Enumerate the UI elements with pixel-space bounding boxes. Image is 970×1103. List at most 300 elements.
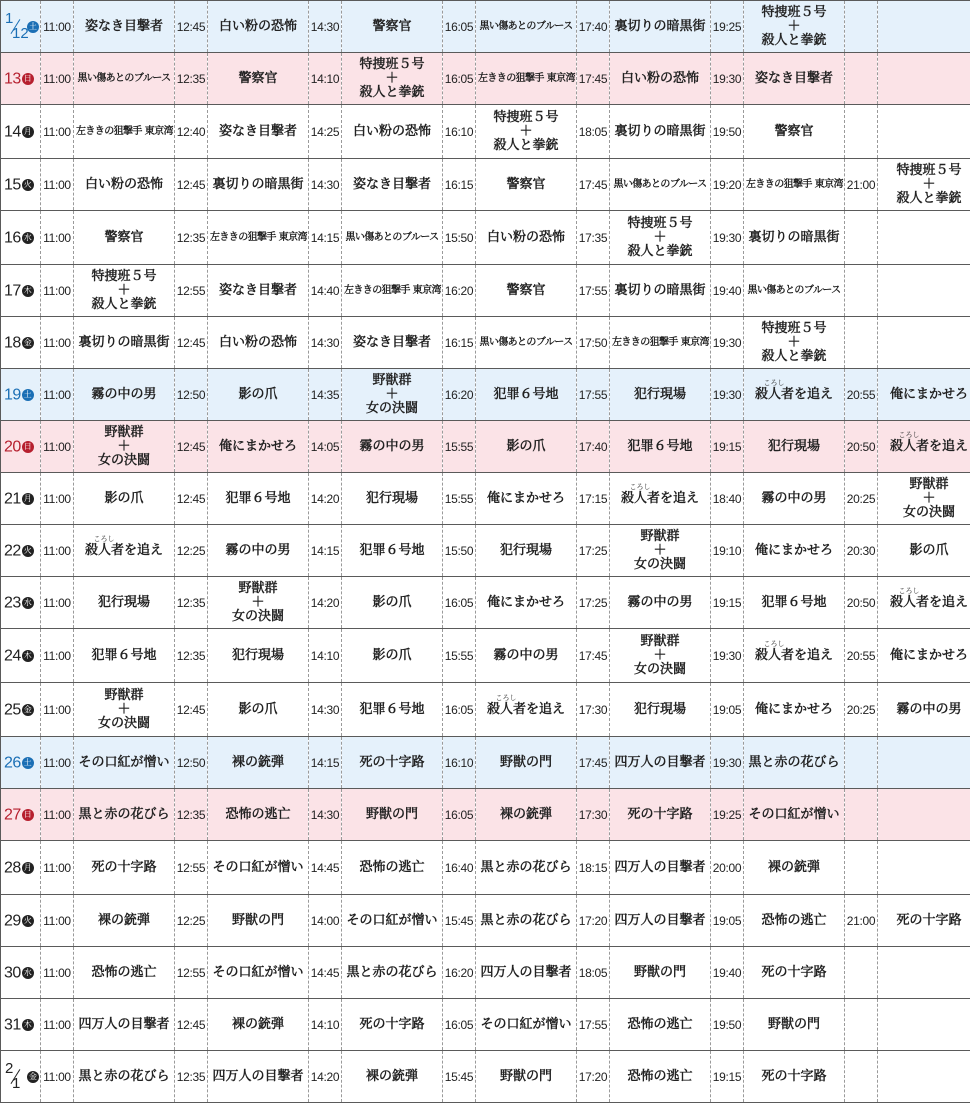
showtime: 11:00 [41,317,74,369]
showtime: 19:25 [711,1,744,53]
film-title: 四万人の目撃者 [610,895,711,947]
schedule-row [1,265,970,317]
showtime: 11:00 [41,159,74,211]
film-title: 犯行現場 [74,577,175,629]
date-day: 16 [4,229,21,247]
showtime: 14:20 [309,1051,342,1103]
film-title-line: ＋ [117,282,131,298]
film-title: 犯罪６号地 [342,525,443,577]
showtime: 14:45 [309,841,342,895]
film-title-line: ＋ [519,123,533,139]
ruby-reading: ころし [93,534,115,543]
weekday-badge: 金 [23,338,32,348]
film-title-text: 殺人者を追え [889,438,968,454]
film-title: 四万人の目撃者 [208,1051,309,1103]
weekday-badge: 土 [23,390,32,400]
film-title: 影の爪 [208,683,309,737]
showtime: 21:00 [845,895,878,947]
film-title-line: 女の決闘 [633,661,686,677]
showtime: 11:00 [41,841,74,895]
date-cell [1,629,41,683]
schedule-row [1,999,970,1051]
film-title [744,629,845,683]
date-cell [1,1,41,53]
film-title: 霧の中の男 [342,421,443,473]
showtime: 14:10 [309,53,342,105]
showtime: 15:55 [443,421,476,473]
film-title [74,265,175,317]
weekday-badge: 月 [23,127,32,137]
film-title: 犯罪６号地 [342,683,443,737]
showtime: 16:20 [443,265,476,317]
showtime: 19:40 [711,947,744,999]
film-title-with-ruby [889,430,968,454]
showtime: 20:25 [845,473,878,525]
film-title: 俺にまかせろ [878,629,970,683]
ruby-reading: ころし [763,378,785,387]
weekday-badge: 土 [29,21,37,31]
film-title-line: 特捜班５号 [493,109,559,125]
date-day: 30 [4,964,21,982]
film-title: 恐怖の逃亡 [74,947,175,999]
showtime: 14:15 [309,211,342,265]
schedule-row [1,105,970,159]
film-title-line: 野獣群 [640,528,680,544]
showtime [845,265,878,317]
showtime: 16:40 [443,841,476,895]
film-title [74,525,175,577]
film-title: 俺にまかせろ [208,421,309,473]
weekday-badge: 金 [23,705,32,715]
film-title: 霧の中の男 [610,577,711,629]
showtime: 12:55 [175,841,208,895]
film-title: 黒い傷あとのブルース [74,53,175,105]
film-title: 裏切りの暗黒街 [744,211,845,265]
film-title-line: 殺人と拳銃 [896,190,962,206]
film-title: その口紅が憎い [74,737,175,789]
showtime: 15:50 [443,525,476,577]
showtime: 18:40 [711,473,744,525]
film-title: 影の爪 [342,577,443,629]
film-title [610,473,711,525]
showtime: 16:15 [443,317,476,369]
film-title [610,211,711,265]
film-title-with-ruby [486,693,565,717]
film-title-line: 特捜班５号 [91,268,157,284]
film-title: 恐怖の逃亡 [610,1051,711,1103]
film-title: 影の爪 [476,421,577,473]
film-title: 左ききの狙撃手 東京湾 [744,159,845,211]
showtime: 17:20 [577,1051,610,1103]
weekday-badge: 月 [23,494,32,504]
showtime: 17:40 [577,1,610,53]
showtime [845,317,878,369]
film-title-line: ＋ [117,701,131,717]
film-title: 野獣の門 [610,947,711,999]
showtime: 16:10 [443,737,476,789]
showtime: 17:20 [577,895,610,947]
date-day: 27 [4,806,21,824]
film-title-line: ＋ [922,176,936,192]
showtime: 17:50 [577,317,610,369]
film-title: 恐怖の逃亡 [610,999,711,1051]
schedule-row [1,895,970,947]
date-day: 24 [4,647,21,665]
film-title [74,421,175,473]
weekday-badge: 木 [23,286,32,296]
showtime: 12:25 [175,895,208,947]
film-title: 姿なき目撃者 [74,1,175,53]
showtime: 19:25 [711,789,744,841]
date-cell [1,841,41,895]
date-cell [1,421,41,473]
showtime: 17:55 [577,265,610,317]
date-cell [1,473,41,525]
weekday-badge: 水 [23,598,32,608]
date-cell [1,317,41,369]
film-title: 死の十字路 [878,895,970,947]
showtime: 11:00 [41,947,74,999]
film-title-line: 殺人と拳銃 [359,84,425,100]
film-title-with-ruby [889,586,968,610]
date-month-day [4,9,29,44]
schedule-row [1,159,970,211]
film-title [610,629,711,683]
weekday-badge: 水 [23,968,32,978]
film-title-line: 女の決闘 [97,452,150,468]
film-title [208,577,309,629]
showtime: 12:55 [175,947,208,999]
showtime: 17:30 [577,683,610,737]
film-title: 野獣の門 [476,1051,577,1103]
showtime: 11:00 [41,369,74,421]
schedule-row [1,53,970,105]
film-title: 姿なき目撃者 [208,105,309,159]
film-title: 黒と赤の花びら [476,895,577,947]
film-title [878,1051,970,1103]
weekday-badge: 火 [23,180,32,190]
date-day: 22 [4,542,21,560]
ruby-reading: ころし [629,482,651,491]
ruby-reading: ころし [495,693,517,702]
showtime: 14:40 [309,265,342,317]
film-title: 白い粉の恐怖 [208,1,309,53]
showtime: 17:15 [577,473,610,525]
film-title [878,317,970,369]
weekday-badge: 水 [23,233,32,243]
film-title: 俺にまかせろ [476,577,577,629]
film-title: 裏切りの暗黒街 [208,159,309,211]
film-title-line: 女の決闘 [365,400,418,416]
film-title-line: 野獣群 [104,687,144,703]
film-title: 白い粉の恐怖 [476,211,577,265]
film-title: 警察官 [342,1,443,53]
date-day: 13 [4,70,21,88]
showtime: 16:05 [443,577,476,629]
showtime: 17:55 [577,999,610,1051]
film-title [878,577,970,629]
showtime: 16:10 [443,105,476,159]
film-title: 俺にまかせろ [878,369,970,421]
showtime: 14:00 [309,895,342,947]
showtime: 11:00 [41,53,74,105]
showtime: 16:05 [443,999,476,1051]
film-title: その口紅が憎い [342,895,443,947]
film-title: 犯罪６号地 [610,421,711,473]
showtime [845,947,878,999]
showtime [845,999,878,1051]
date-cell [1,895,41,947]
schedule-row [1,1051,970,1103]
film-title: 死の十字路 [74,841,175,895]
film-title: 犯行現場 [610,683,711,737]
ruby-reading: ころし [898,430,920,439]
film-title [878,947,970,999]
date-cell [1,683,41,737]
film-title: 黒い傷あとのブルース [476,317,577,369]
showtime: 17:45 [577,629,610,683]
film-title-line: 殺人と拳銃 [91,296,157,312]
showtime: 11:00 [41,525,74,577]
film-title: 姿なき目撃者 [208,265,309,317]
film-title-line: ＋ [251,594,265,610]
schedule-row [1,525,970,577]
date-month: 1 [5,9,14,27]
schedule-row [1,473,970,525]
film-title-line: 殺人と拳銃 [627,243,693,259]
film-title: 裸の銃弾 [476,789,577,841]
date-day: 25 [4,701,21,719]
showtime: 16:15 [443,159,476,211]
film-title: 姿なき目撃者 [342,159,443,211]
weekday-badge: 木 [23,1020,32,1030]
film-title-text: 殺人者を追え [486,701,565,717]
film-title-with-ruby [84,534,163,558]
film-title: 死の十字路 [744,1051,845,1103]
showtime: 14:05 [309,421,342,473]
showtime: 14:20 [309,577,342,629]
showtime: 16:05 [443,53,476,105]
film-title: 裸の銃弾 [744,841,845,895]
showtime: 12:45 [175,421,208,473]
date-day: 19 [4,386,21,404]
film-title: 裸の銃弾 [208,999,309,1051]
showtime [845,1,878,53]
date-day: 1 [12,1074,21,1092]
date-month: 2 [5,1059,14,1077]
film-title [342,369,443,421]
schedule-row [1,841,970,895]
showtime: 16:20 [443,947,476,999]
showtime [845,211,878,265]
film-title: 霧の中の男 [74,369,175,421]
showtime: 20:30 [845,525,878,577]
showtime: 19:30 [711,211,744,265]
film-title: 四万人の目撃者 [610,841,711,895]
weekday-badge: 火 [23,916,32,926]
film-title: 警察官 [208,53,309,105]
film-title: 姿なき目撃者 [342,317,443,369]
film-title-text: 殺人者を追え [754,386,833,402]
showtime: 11:00 [41,737,74,789]
showtime: 19:30 [711,53,744,105]
film-title: 犯行現場 [610,369,711,421]
showtime: 17:25 [577,577,610,629]
film-title: 俺にまかせろ [744,525,845,577]
showtime: 12:35 [175,53,208,105]
film-title: 犯罪６号地 [74,629,175,683]
film-title [476,105,577,159]
film-title-line: ＋ [922,490,936,506]
film-title: その口紅が憎い [208,947,309,999]
schedule-row [1,317,970,369]
showtime: 11:00 [41,265,74,317]
showtime: 15:55 [443,629,476,683]
film-title: 左ききの狙撃手 東京湾 [476,53,577,105]
film-title-line: ＋ [385,70,399,86]
film-title: 死の十字路 [744,947,845,999]
showtime: 14:30 [309,159,342,211]
showtime: 11:00 [41,789,74,841]
showtime: 17:40 [577,421,610,473]
film-title: 恐怖の逃亡 [744,895,845,947]
showtime: 12:35 [175,789,208,841]
showtime: 12:50 [175,737,208,789]
date-cell [1,999,41,1051]
showtime: 11:00 [41,577,74,629]
film-title-line: 特捜班５号 [627,215,693,231]
film-title: 四万人の目撃者 [74,999,175,1051]
showtime: 12:45 [175,473,208,525]
film-title-line: ＋ [117,438,131,454]
film-title: 恐怖の逃亡 [342,841,443,895]
film-title: 裏切りの暗黒街 [610,265,711,317]
showtime: 11:00 [41,421,74,473]
film-title: 野獣の門 [208,895,309,947]
date-day: 28 [4,859,21,877]
film-title-line: 殺人と拳銃 [761,348,827,364]
showtime: 14:45 [309,947,342,999]
schedule-row [1,421,970,473]
date-cell [1,211,41,265]
film-title: 白い粉の恐怖 [610,53,711,105]
showtime: 19:30 [711,737,744,789]
schedule-row [1,369,970,421]
date-cell [1,737,41,789]
showtime: 12:50 [175,369,208,421]
film-title [878,737,970,789]
date-cell [1,947,41,999]
showtime [845,53,878,105]
film-title: 犯行現場 [342,473,443,525]
showtime: 17:45 [577,737,610,789]
date-day: 31 [4,1016,21,1034]
showtime: 19:10 [711,525,744,577]
showtime: 19:30 [711,369,744,421]
film-title-line: 野獣群 [909,476,949,492]
showtime [845,105,878,159]
showtime: 20:50 [845,577,878,629]
film-title [610,525,711,577]
film-title-line: ＋ [385,386,399,402]
film-title-line: 野獣群 [104,424,144,440]
weekday-badge: 火 [23,546,32,556]
film-title: 白い粉の恐怖 [342,105,443,159]
showtime: 18:05 [577,105,610,159]
ruby-reading: ころし [898,586,920,595]
film-title-line: 女の決闘 [902,504,955,520]
film-title-line: ＋ [787,334,801,350]
film-title [878,789,970,841]
showtime: 14:35 [309,369,342,421]
showtime [845,789,878,841]
film-title: 警察官 [476,159,577,211]
showtime: 20:25 [845,683,878,737]
film-title: 犯罪６号地 [476,369,577,421]
film-title-with-ruby [620,482,699,506]
showtime: 12:55 [175,265,208,317]
film-title-line: 特捜班５号 [761,4,827,20]
film-title [342,53,443,105]
showtime: 19:05 [711,895,744,947]
film-title: 犯行現場 [744,421,845,473]
film-title-line: 殺人と拳銃 [761,32,827,48]
film-title: その口紅が憎い [208,841,309,895]
showtime: 12:45 [175,159,208,211]
date-cell [1,369,41,421]
film-title [878,1,970,53]
film-title: 野獣の門 [476,737,577,789]
film-title: 黒と赤の花びら [342,947,443,999]
film-title [878,265,970,317]
film-title-text: 殺人者を追え [84,542,163,558]
film-title-text: 殺人者を追え [754,647,833,663]
weekday-badge: 土 [23,758,32,768]
film-title: 黒と赤の花びら [74,1051,175,1103]
schedule-row [1,577,970,629]
film-title: 黒い傷あとのブルース [476,1,577,53]
showtime: 11:00 [41,895,74,947]
date-day: 23 [4,594,21,612]
film-title: 裸の銃弾 [342,1051,443,1103]
showtime [845,737,878,789]
schedule-row [1,683,970,737]
film-title-line: 女の決闘 [97,715,150,731]
showtime: 11:00 [41,105,74,159]
film-title: 霧の中の男 [878,683,970,737]
film-title: 姿なき目撃者 [744,53,845,105]
film-title [878,53,970,105]
showtime: 20:55 [845,629,878,683]
showtime: 12:45 [175,317,208,369]
film-title: 裸の銃弾 [208,737,309,789]
showtime: 19:15 [711,421,744,473]
film-title: 影の爪 [74,473,175,525]
film-title [744,317,845,369]
weekday-badge: 日 [23,810,32,820]
showtime: 21:00 [845,159,878,211]
showtime: 12:25 [175,525,208,577]
showtime: 12:45 [175,1,208,53]
date-day: 21 [4,490,21,508]
film-title: 影の爪 [208,369,309,421]
film-title: 恐怖の逃亡 [208,789,309,841]
date-cell [1,577,41,629]
showtime: 20:50 [845,421,878,473]
film-title: 黒い傷あとのブルース [610,159,711,211]
showtime [845,1051,878,1103]
showtime: 15:45 [443,1051,476,1103]
